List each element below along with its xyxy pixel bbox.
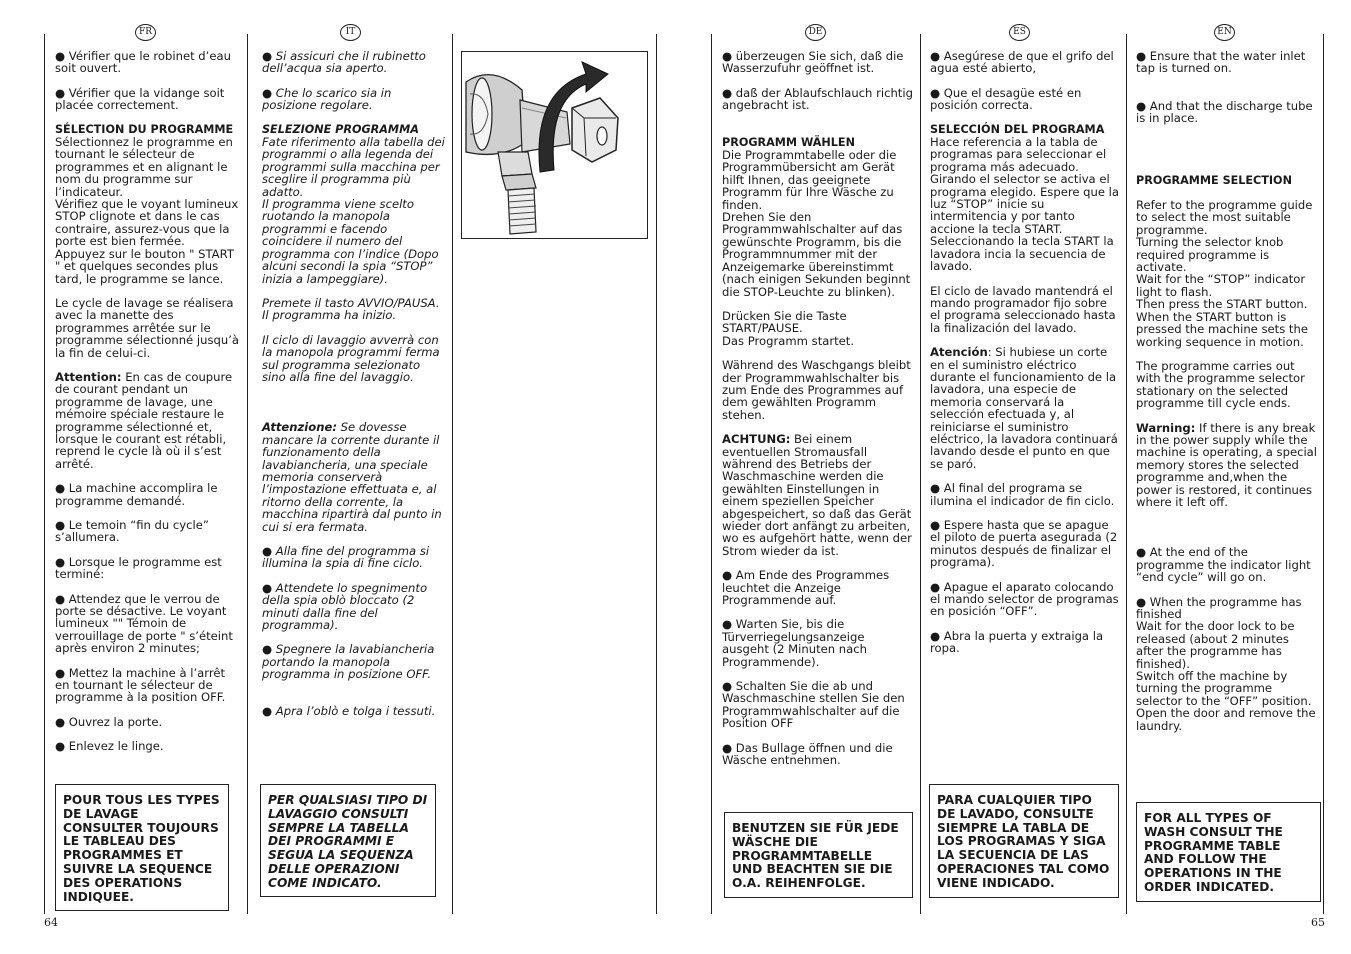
- en-text: ● At the end of the programme the indicator light “end cycle” will go on.: [1136, 545, 1311, 585]
- en-text: ● When the programme has finished: [1136, 594, 1302, 621]
- en-text: Then press the START button. When the START button is pressed the machine sets the working sequence in motion.: [1136, 297, 1308, 349]
- fr-attention: [55, 371, 241, 470]
- de-text: ● Das Bullage öffnen und die Wäsche entnehmen.: [722, 740, 893, 768]
- fr-text: Appuyez sur le bouton " START " et quelques secondes plus tard, le programme se lance.: [55, 246, 234, 286]
- de-section-heading: PROGRAMM WÄHLEN: [722, 135, 855, 149]
- en-notice-box: FOR ALL TYPES OF WASH CONSULT THE PROGRAMME TABLE AND FOLLOW THE OPERATIONS IN THE ORDER INDICATED.: [1136, 802, 1321, 902]
- it-text: ● Apra l’oblò e tolga i tessuti.: [262, 703, 436, 718]
- fr-text: ● Mettez la machine à l’arrêt en tournant le sélecteur de programme à la position OFF.: [55, 665, 226, 705]
- fr-attention-label: Attention:: [55, 369, 122, 384]
- en-section-heading: PROGRAMME SELECTION: [1136, 173, 1292, 187]
- es-attention: [930, 346, 1120, 470]
- language-badge-en: EN: [1214, 24, 1235, 41]
- fr-text: ● La machine accomplira le programme demandé.: [55, 481, 218, 508]
- de-text: Das Programm startet.: [722, 333, 855, 348]
- column-divider: [711, 34, 712, 914]
- it-text: ● Spegnere la lavabiancheria portando la manopola programma in posizione OFF.: [262, 642, 435, 682]
- es-attention-label: Atención: [930, 345, 988, 360]
- de-text: Während des Waschgangs bleibt der Programmwahlschalter bis zum Ende des Programmes auf dem gewählten Programm stehen.: [722, 358, 911, 422]
- column-divider: [452, 34, 453, 914]
- es-text: ● Al final del programa se ilumina el indicador de fin ciclo.: [930, 481, 1115, 508]
- it-attention-text: Se dovesse mancare la corrente durante il funzionamento della lavabiancheria, una speciale memoria conserverà l’impostazione effettuata e, al ritorno della corrente, la macchina ripartirà dal punto in cui si era fermata.: [262, 420, 442, 534]
- fr-text: ● Ouvrez la porte.: [55, 714, 163, 729]
- it-attention: [262, 421, 446, 533]
- fr-section-heading: SÉLECTION DU PROGRAMME: [55, 122, 234, 136]
- fr-check-drain: ● Vérifier que la vidange soit placée correctement.: [55, 85, 225, 113]
- en-text: ● And that the discharge tube is in place.: [1136, 98, 1313, 126]
- de-text: ● überzeugen Sie sich, daß die Wasserzufuhr geöffnet ist.: [722, 49, 904, 76]
- es-text: Hace referencia a la tabla de programas para seleccionar el programa más adecuado. Girando el selector se activa el programa elegido. Espere que la luz “STOP” inicie su intermitencia y por tanto accione la tecla START. Seleccionando la tecla START la lavadora incia la secuencia de lavado.: [930, 135, 1120, 274]
- es-text: ● Que el desagüe esté en posición correcta.: [930, 85, 1082, 113]
- it-text: Il programma ha inizio.: [262, 308, 397, 323]
- fr-notice-box: POUR TOUS LES TYPES DE LAVAGE CONSULTER TOUJOURS LE TABLEAU DES PROGRAMMES ET SUIVRE LA SEQUENCE DES OPERATIONS INDIQUEE.: [55, 784, 229, 911]
- de-text: Drücken Sie die Taste START/PAUSE.: [722, 308, 847, 336]
- de-attention-label: ACHTUNG:: [722, 432, 791, 447]
- en-text: The programme carries out with the programme selector stationary on the selected programme till cycle ends.: [1136, 358, 1305, 411]
- it-attention-label: Attenzione:: [262, 420, 337, 435]
- de-text: ● daß der Ablaufschlauch richtig angebracht ist.: [722, 85, 913, 113]
- de-text: ● Warten Sie, bis die Türverriegelungsanzeige ausgeht (2 Minuten nach Programmende).: [722, 617, 867, 669]
- es-attention-text: : Si hubiese un corte en el suministro eléctrico durante el funcionamiento de la lavadora, una especie de memoria conservará la selección efectuada y, al reiniciarse el suministro eléctrico, la lavadora continuará lavando desde el punto en que se paró.: [930, 345, 1118, 471]
- en-text: Wait for the “STOP” indicator light to flash.: [1136, 272, 1306, 299]
- de-text: ● Am Ende des Programmes leuchtet die Anzeige Programmende auf.: [722, 568, 890, 608]
- es-text: ● Espere hasta que se apague el piloto de puerta asegurada (2 minutos después de finalizar el programa).: [930, 518, 1118, 570]
- language-badge-fr: FR: [135, 24, 156, 41]
- en-text: Open the door and remove the laundry.: [1136, 706, 1316, 733]
- it-text: Il ciclo di lavaggio avverrà con la manopola programmi ferma sul programma selezionato sino alla fine del lavaggio.: [262, 332, 440, 384]
- en-text: Refer to the programme guide to select the most suitable programme.: [1136, 198, 1313, 237]
- fr-check-tap: ● Vérifier que le robinet d’eau soit ouvert.: [55, 49, 231, 76]
- en-text: Turning the selector knob required programme is activate.: [1136, 235, 1284, 275]
- column-divider: [1126, 34, 1127, 914]
- en-text: ● Ensure that the water inlet tap is turned on.: [1136, 49, 1306, 76]
- column-italian: [262, 50, 446, 729]
- tap-illustration: [461, 51, 648, 239]
- es-text: ● Abra la puerta y extraiga la ropa.: [930, 628, 1104, 656]
- es-notice-box: PARA CUALQUIER TIPO DE LAVADO, CONSULTE SIEMPRE LA TABLA DE LOS PROGRAMAS Y SIGA LA SECUENCIA DE LAS OPERACIONES TAL COMO VIENE INDICADO.: [929, 784, 1119, 898]
- it-text: Fate riferimento alla tabella dei programmi o alla legenda dei programmi sulla macchina per sceglire il programma più adatto.: [262, 135, 445, 199]
- es-section-heading: SELECCIÓN DEL PROGRAMA: [930, 122, 1105, 136]
- column-divider: [920, 34, 921, 914]
- de-notice-box: BENUTZEN SIE FÜR JEDE WÄSCHE DIE PROGRAMMTABELLE UND BEACHTEN SIE DIE O.A. REIHENFOLGE.: [724, 812, 913, 898]
- column-divider: [44, 34, 45, 914]
- fr-text: Sélectionnez le programme en tournant le sélecteur de programmes et en alignant le nom du programme sur l’indicateur.: [55, 135, 233, 199]
- fr-text: ● Enlevez le linge.: [55, 739, 164, 754]
- fr-text: ● Lorsque le programme est terminé:: [55, 554, 222, 582]
- en-text: Switch off the machine by turning the programme selector to the “OFF” position.: [1136, 669, 1312, 708]
- it-text: ● Alla fine del programma si illumina la spia di fine ciclo.: [262, 544, 430, 571]
- es-text: ● Apague el aparato colocando el mando selector de programas en posición “OFF”.: [930, 579, 1119, 619]
- it-text: Il programma viene scelto ruotando la manopola programmi e facendo coincidere il numero del programma con l’indice (Dopo alcuni secondi la spia “STOP” inizia a lampeggiare).: [262, 197, 439, 286]
- it-text: ● Che lo scarico sia in posizione regolare.: [262, 85, 392, 113]
- en-warning-label: Warning:: [1136, 420, 1196, 435]
- column-divider: [656, 34, 657, 914]
- fr-text: ● Le temoin “fin du cycle” s’allumera.: [55, 518, 209, 545]
- column-french: [55, 50, 241, 765]
- en-text: Wait for the door lock to be released (about 2 minutes after the programme has finished).: [1136, 619, 1295, 671]
- page-number-left: 64: [44, 916, 58, 929]
- de-attention-text: Bei einem eventuellen Stromausfall während des Betriebs der Waschmaschine werden die gewählten Einstellungen in einem speziellen Speicher abgespeichert, so daß das Gerät wieder dort anfängt zu arbeiten, wo es aufgehört hatte, wenn der Strom wieder da ist.: [722, 432, 912, 558]
- it-text: ● Si assicuri che il rubinetto dell’acqua sia aperto.: [262, 49, 426, 76]
- column-divider: [247, 34, 248, 914]
- fr-text: ● Attendez que le verrou de porte se désactive. Le voyant lumineux "" Témoin de verrouillage de porte " s’éteint après environ 2 minutes;: [55, 591, 233, 656]
- column-german: [722, 50, 914, 779]
- en-warning: [1136, 422, 1318, 509]
- it-text: ● Attendete lo spegnimento della spia oblò bloccato (2 minuti dalla fine del programma).: [262, 580, 428, 633]
- column-divider: [1323, 34, 1324, 914]
- fr-text: Le cycle de lavage se réalisera avec la manette des programmes arrêtée sur le programme sélectionné jusqu’à la fin de celui-ci.: [55, 295, 239, 360]
- de-text: Die Programmtabelle oder die Programmübersicht am Gerät hilft Ihnen, das geeignete Programm für Ihre Wäsche zu finden.: [722, 148, 897, 212]
- it-section-heading: SELEZIONE PROGRAMMA: [262, 122, 419, 136]
- it-text: Premete il tasto AVVIO/PAUSA.: [262, 295, 440, 310]
- column-spanish: [930, 50, 1120, 667]
- es-text: ● Asegúrese de que el grifo del agua esté abierto,: [930, 49, 1114, 76]
- de-text: Drehen Sie den Programmwahlschalter auf das gewünschte Programm, bis die Programmnummer mit der Anzeigemarke übereinstimmt (nach einigen Sekunden beginnt die STOP-Leuchte zu blinken).: [722, 210, 911, 299]
- column-english: [1136, 50, 1318, 732]
- es-text: El ciclo de lavado mantendrá el mando programador fijo sobre el programa seleccionado hasta la finalización del lavado.: [930, 283, 1116, 335]
- en-warning-text: If there is any break in the power supply while the machine is operating, a special memory stores the selected programme and,when the power is restored, it continues where it left off.: [1136, 420, 1317, 509]
- page-number-right: 65: [1311, 916, 1325, 929]
- de-attention: [722, 433, 914, 557]
- fr-text: Vérifiez que le voyant lumineux STOP clignote et dans le cas contraire, assurez-vous que la porte est bien fermée.: [55, 197, 239, 249]
- language-badge-it: IT: [340, 24, 361, 41]
- language-badge-de: DE: [805, 24, 826, 41]
- de-text: ● Schalten Sie die ab und Waschmaschine stellen Sie den Programmwahlschalter auf die Position OFF: [722, 679, 905, 731]
- it-notice-box: PER QUALSIASI TIPO DI LAVAGGIO CONSULTI SEMPRE LA TABELLA DEI PROGRAMMI E SEGUA LA SEQUENZA DELLE OPERAZIONI COME INDICATO.: [260, 784, 436, 897]
- language-badge-es: ES: [1009, 24, 1030, 41]
- fr-attention-text: En cas de coupure de courant pendant un programme de lavage, une mémoire spéciale restaure le programme sélectionné et, lorsque le courant est rétabli, reprend le cycle là où il s’est arrêté.: [55, 369, 233, 471]
